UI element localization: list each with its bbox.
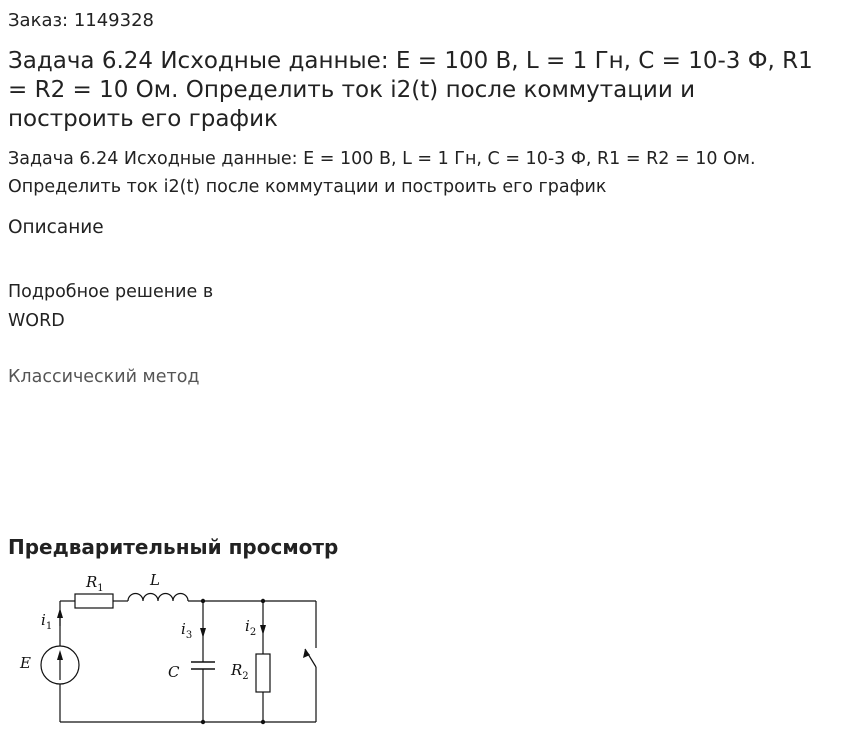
label-c: C: [168, 663, 180, 681]
label-i3: $i_3$: [181, 620, 193, 641]
node-top-cap: [201, 599, 205, 603]
i2-arrow-head: [260, 625, 266, 635]
label-e: E: [20, 654, 31, 672]
circuit-diagram: [10, 568, 330, 730]
label-r1: $R_1$: [86, 573, 104, 594]
i1-arrow-head: [57, 608, 63, 618]
order-number: Заказ: 1149328: [8, 10, 154, 31]
inductor-l: [128, 594, 188, 602]
label-l: L: [150, 571, 160, 589]
label-i1: $i_1$: [41, 611, 53, 632]
task-summary: Задача 6.24 Исходные данные: Е = 100 В, L = 1 Гн, С = 10-3 Ф, R1 = R2 = 10 Ом. Определить ток i2(t) после коммутации и построить его график: [8, 149, 756, 197]
page-title: Задача 6.24 Исходные данные: Е = 100 В, L = 1 Гн, С = 10-3 Ф, R1 = R2 = 10 Ом. Определить ток i2(t) после коммутации и построить его график: [8, 48, 813, 132]
i3-arrow-head: [200, 628, 206, 638]
emf-arrow-head: [57, 650, 63, 660]
description-heading: Описание: [8, 217, 104, 238]
description-body: Подробное решение в WORD: [8, 282, 214, 331]
label-i2: $i_2$: [245, 617, 257, 638]
node-top-r2: [261, 599, 265, 603]
label-r2: $R_2$: [231, 661, 249, 682]
resistor-r1: [75, 594, 113, 608]
node-bottom-r2: [261, 720, 265, 724]
description-method: Классический метод: [8, 367, 200, 387]
preview-heading: Предварительный просмотр: [8, 535, 339, 559]
node-bottom-cap: [201, 720, 205, 724]
resistor-r2: [256, 654, 270, 692]
